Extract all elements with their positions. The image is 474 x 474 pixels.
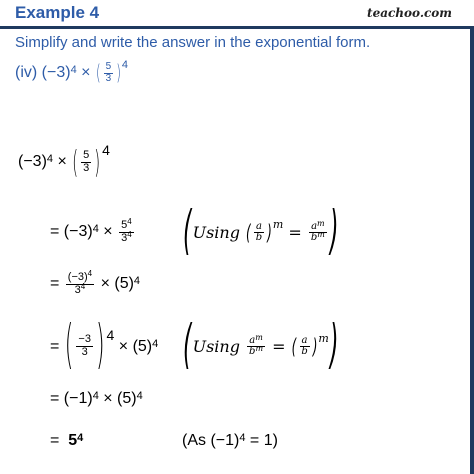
header-divider [0, 26, 472, 29]
question-instruction: Simplify and write the answer in the exponential form. [15, 34, 371, 51]
note-power-of-quotient: ( Using ( $\frac{a}{b}$ ) $^m$ = $\frac{a^m}{b^m}$ ) [183, 202, 339, 263]
question-fraction: $\frac{5}{3}$ [105, 61, 112, 84]
note-negative-one-power: (As (−1) $^4$ = 1) [182, 432, 278, 449]
solution-final-answer: = 5 $^4$ [50, 432, 84, 449]
right-edge-bar [470, 26, 474, 474]
teachoo-logo: teachoo.com [367, 6, 452, 20]
question-label: (iv) [15, 64, 38, 81]
solution-step-2: = $\frac{(-3)^4}{3^4}$ × (5) $^4$ [50, 269, 141, 296]
solution-step-1: = (−3) $^4$ × $\frac{5^4}{3^4}$ [50, 217, 132, 244]
question-expression: (iv) (−3) $^4$ × ( $\frac{5}{3}$ ) $^4$ [15, 59, 129, 86]
final-answer-value: 5 [68, 432, 78, 449]
note-quotient-of-powers: ( Using $\frac{a^m}{b^m}$ = ( $\frac{a}{b}$ ) $^m$ ) [183, 316, 339, 377]
question-base: (−3) [41, 64, 71, 81]
example-title: Example 4 [15, 3, 100, 22]
solution-step-4: = (−1) $^4$ × (5) $^4$ [50, 390, 143, 407]
solution-step-3: = ( $\frac{-3}{3}$ ) 4 × (5) $^4$ [50, 316, 159, 377]
solution-start-expression: (−3) $^4$ × ( $\frac{5}{3}$ ) 4 [18, 142, 110, 181]
